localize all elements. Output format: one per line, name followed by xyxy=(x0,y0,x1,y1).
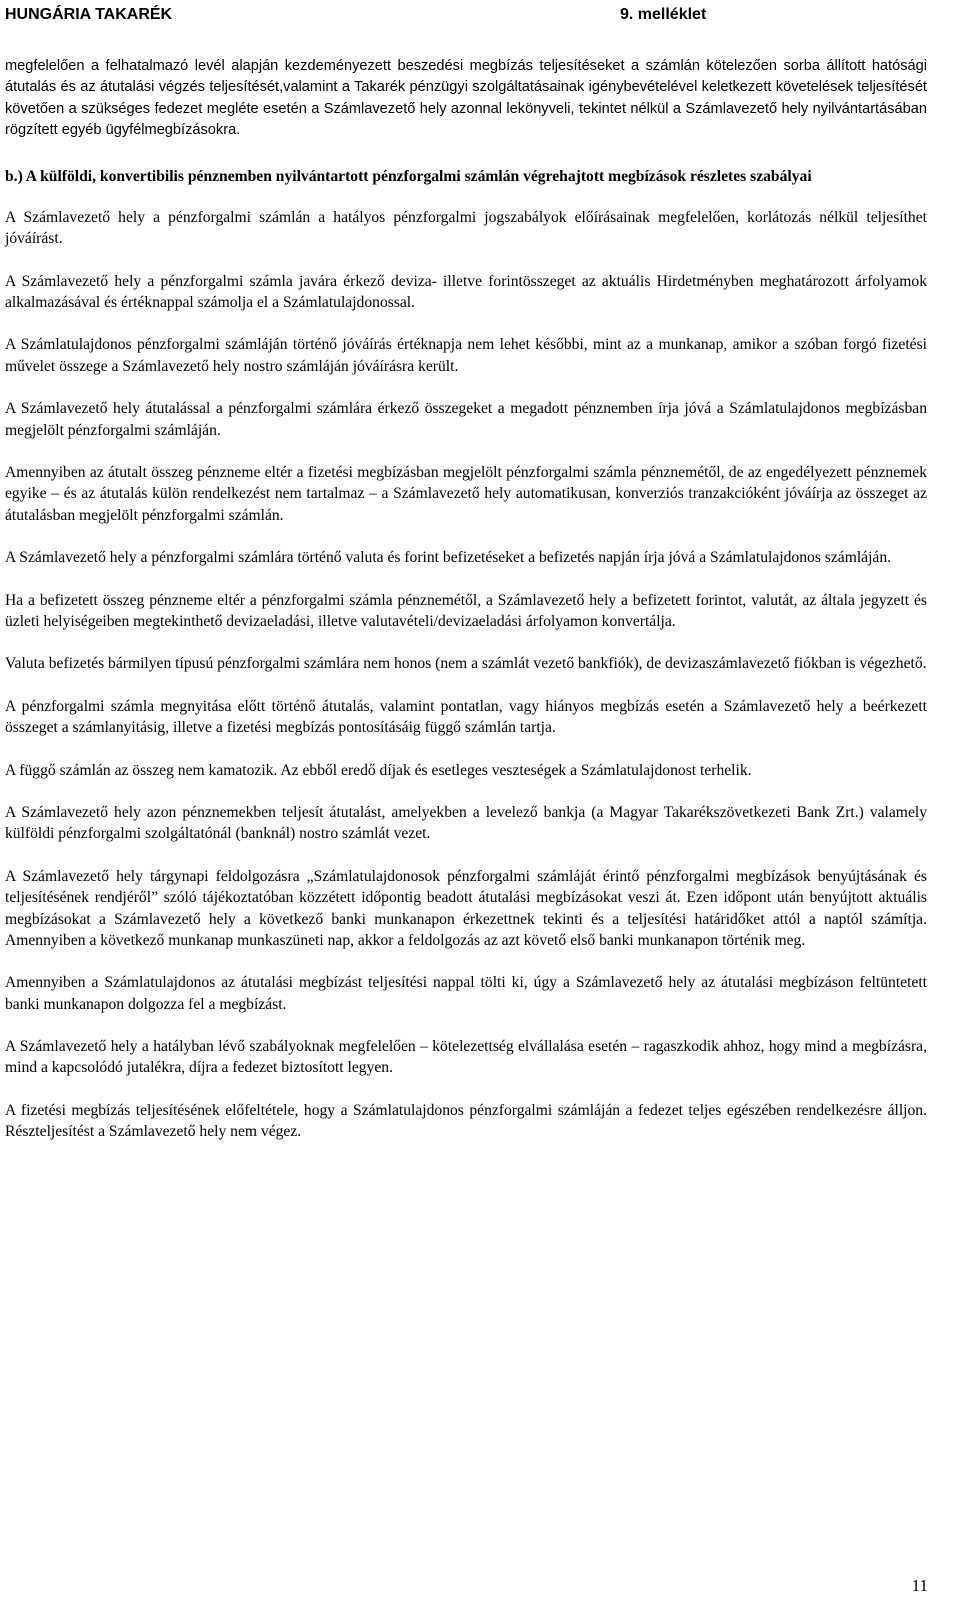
paragraph-9: A pénzforgalmi számla megnyitása előtt történő átutalás, valamint pontatlan, vagy hiányos megbízás esetén a Számlavezető hely a beérkezett összeget a számlanyitásig, illetve a fizetési megbízás pontosításáig függő számlán tartja. xyxy=(5,697,927,737)
page-number: 11 xyxy=(911,1576,928,1595)
paragraph-10: A függő számlán az összeg nem kamatozik. Az ebből eredő díjak és esetleges veszteségek a Számlatulajdonost terhelik. xyxy=(5,761,752,779)
paragraph-13: Amennyiben a Számlatulajdonos az átutalási megbízást teljesítési nappal tölti ki, úgy a Számlavezető hely az átutalási megbízáson feltüntetett banki munkanapon dolgozza fel a megbízást. xyxy=(5,974,927,1013)
section-heading: b.) A külföldi, konvertibilis pénznemben nyilvántartott pénzforgalmi számlán végrehajtott megbízások részletes szabályai xyxy=(5,167,812,185)
paragraph-7: Ha a befizetett összeg pénzneme eltér a pénzforgalmi számla pénznemétől, a Számlavezető hely a befizetett forintot, valutát, az általa jegyzett és üzleti helyiségeiben megtekinthető devizaeladási, illetve valutavételi/devizaeladási árfolyamon konvertálja. xyxy=(5,591,927,630)
intro-paragraph: megfelelően a felhatalmazó levél alapján kezdeményezett beszedési megbízás teljesítéseket a számlán kötelezően sorba állított hatósági átutalás és az átutalási végzés teljesítését,valamint a Takarék pénzügyi szolgáltatásainak igénybevételével keletkezett követelések teljesítését követően a szükséges fedezet megléte esetén a Számlavezető hely azonnal lekönyveli, tekintet nélkül a Számlavezető hely nyilvántartásában rögzített egyéb ügyfélmegbízásokra. xyxy=(5,58,927,139)
paragraph-8: Valuta befizetés bármilyen típusú pénzforgalmi számlára nem honos (nem a számlát vezető bankfiók), de devizaszámlavezető fiókban is végezhető. xyxy=(5,655,927,673)
paragraph-5: Amennyiben az átutalt összeg pénzneme eltér a fizetési megbízásban megjelölt pénzforgalmi számla pénznemétől, de az engedélyezett pénznemek egyike – és az átutalás külön rendelkezést nem tartalmaz – a Számlavezető hely automatikusan, konverziós tranzakcióként jóváírja az összeget az átutalásban megjelölt pénzforgalmi számlán. xyxy=(5,464,927,524)
paragraph-6: A Számlavezető hely a pénzforgalmi számlára történő valuta és forint befizetéseket a befizetés napján írja jóvá a Számlatulajdonos számláján. xyxy=(5,549,892,567)
document-body xyxy=(5,56,927,1164)
paragraph-2: A Számlavezető hely a pénzforgalmi számla javára érkező deviza- illetve forintösszeget az aktuális Hirdetményben meghatározott árfolyamok alkalmazásával és értéknappal számolja el a Számlatulajdonossal. xyxy=(5,272,927,311)
annex-label: 9. melléklet xyxy=(620,6,707,23)
paragraph-4: A Számlavezető hely átutalással a pénzforgalmi számlára érkező összegeket a megadott pénznemben írja jóvá a Számlatulajdonos megbízásban megjelölt pénzforgalmi számláján. xyxy=(5,400,927,439)
page-header xyxy=(5,6,925,30)
paragraph-3: A Számlatulajdonos pénzforgalmi számláján történő jóváírás értéknapja nem lehet későbbi, mint az a munkanap, amikor a szóban forgó fizetési művelet összege a Számlavezető hely nostro számláján jóváírásra került. xyxy=(5,336,927,375)
paragraph-14: A Számlavezető hely a hatályban lévő szabályoknak megfelelően – kötelezettség elvállalása esetén – ragaszkodik ahhoz, hogy mind a megbízásra, mind a kapcsolódó jutalékra, díjra a fedezet biztosított legyen. xyxy=(5,1038,927,1077)
paragraph-11: A Számlavezető hely azon pénznemekben teljesít átutalást, amelyekben a levelező bankja (a Magyar Takarékszövetkezeti Bank Zrt.) valamely külföldi pénzforgalmi szolgáltatónál (banknál) nostro számlát vezet. xyxy=(5,804,927,843)
paragraph-12: A Számlavezető hely tárgynapi feldolgozásra „Számlatulajdonosok pénzforgalmi számláját érintő pénzforgalmi megbízások benyújtásának és teljesítésének rendjéről” szóló tájékoztatóban közzétett időpontig beadott átutalási megbízásokat veszi át. Ezen időpont után benyújtott aktuális megbízásokat a Számlavezető hely a következő banki munkanapon érkezettnek tekinti és a teljesítési határidőket attól a naptól számítja. Amennyiben a következő munkanap munkaszüneti nap, akkor a feldolgozás az azt követő első banki munkanapon történik meg. xyxy=(5,867,927,949)
paragraph-1: A Számlavezető hely a pénzforgalmi számlán a hatályos pénzforgalmi jogszabályok előírásainak megfelelően, korlátozás nélkül teljesíthet jóváírást. xyxy=(5,208,927,248)
bank-name: HUNGÁRIA TAKARÉK xyxy=(5,6,173,23)
paragraph-15: A fizetési megbízás teljesítésének előfeltétele, hogy a Számlatulajdonos pénzforgalmi számláján a fedezet teljes egészében rendelkezésre álljon. Részteljesítést a Számlavezető hely nem végez. xyxy=(5,1101,927,1141)
